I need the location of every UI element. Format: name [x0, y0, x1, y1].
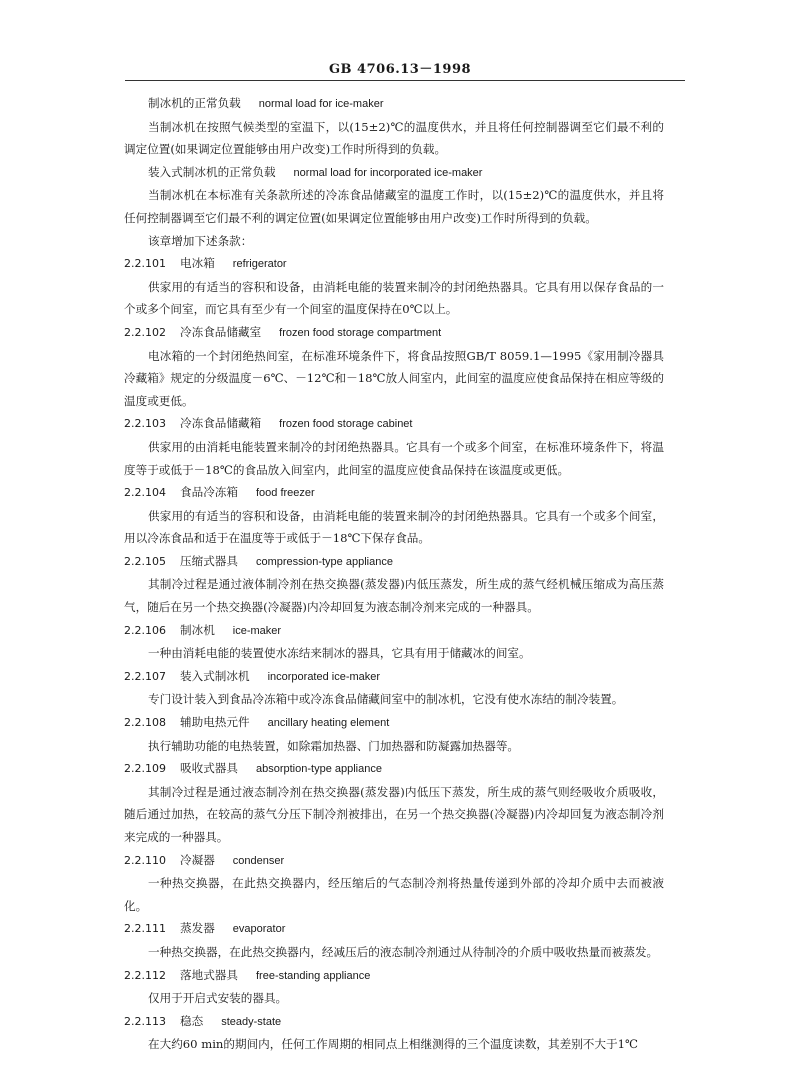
term-english: free-standing appliance: [255, 969, 371, 982]
clause-heading: [124, 619, 664, 643]
clause-number: 2.2.108: [124, 716, 166, 730]
paragraph: 其制冷过程是通过液体制冷剂在热交换器(蒸发器)内低压蒸发，所生成的蒸气经机械压缩成为高压蒸气，随后在另一个热交换器(冷凝器)内冷却回复为液态制冷剂来完成的一种器具。: [124, 577, 664, 615]
term-english: evaporator: [232, 923, 286, 936]
term-english: steady-state: [221, 1015, 282, 1028]
term-heading: [124, 161, 664, 185]
term-chinese: 食品冷冻箱: [180, 485, 238, 500]
term-chinese: 冷冻食品储藏室: [180, 324, 262, 339]
clause-heading: [124, 412, 664, 436]
term-chinese: 落地式器具: [180, 967, 238, 982]
clause-heading: [124, 550, 664, 574]
term-english: normal load for ice-maker: [258, 98, 384, 110]
header-divider: [125, 80, 685, 81]
paragraph: 一种热交换器，在此热交换器内，经减压后的液态制冷剂通过从待制冷的介质中吸收热量而被蒸发。: [148, 944, 659, 959]
clause-number: 2.2.106: [124, 623, 166, 637]
clause-number: 2.2.102: [124, 325, 166, 339]
paragraph: 供家用的由消耗电能装置来制冷的封闭绝热器具。它具有一个或多个间室，在标准环境条件下，将温度等于或低于－18℃的食品放入间室内，此间室的温度应使食品保持在该温度或更低。: [124, 439, 664, 477]
paragraph: 电冰箱的一个封闭绝热间室，在标准环境条件下，将食品按照GB/T 8059.1—1995《家用制冷器具 冷藏箱》规定的分级温度－6℃、－12℃和－18℃放人间室内，此间室的温度应使食品保持在相应等级的温度或更低。: [124, 348, 664, 408]
paragraph: 在大约60 min的期间内，任何工作周期的相同点上相继测得的三个温度读数，其差别不大于1℃: [148, 1037, 638, 1052]
clause-number: 2.2.105: [124, 554, 166, 568]
paragraph: 当制冰机在本标准有关条款所述的冷冻食品储藏室的温度工作时，以(15±2)℃的温度供水，并且将任何控制器调至它们最不利的调定位置(如果调定位置能够由用户改变)工作时所得到的负载。: [124, 188, 664, 225]
clause-heading: [124, 849, 664, 873]
term-english: frozen food storage cabinet: [279, 418, 413, 431]
clause-heading: [124, 321, 664, 345]
clause-heading: [124, 252, 664, 276]
term-chinese: 装入式制冰机: [180, 668, 250, 683]
clause-number: 2.2.104: [124, 486, 166, 500]
term-english: condenser: [232, 854, 285, 867]
paragraph: 一种由消耗电能的装置使水冻结来制冰的器具，它具有用于储藏冰的间室。: [148, 646, 531, 661]
paragraph: 供家用的有适当的容积和设备，由消耗电能的装置来制冷的封闭绝热器具。它具有一个或多个间室，用以冷冻食品和适于在温度等于或低于－18℃下保存食品。: [124, 508, 664, 546]
term-chinese: 制冰机: [180, 622, 215, 637]
term-chinese: 辅助电热元件: [180, 715, 250, 730]
clause-heading: [124, 1010, 664, 1034]
term-heading: [124, 92, 664, 116]
clause-number: 2.2.110: [124, 853, 166, 867]
paragraph: 专门设计装入到食品冷冻箱中或冷冻食品储藏间室中的制冰机，它没有使水冻结的制冷装置。: [148, 692, 624, 707]
clause-heading: [124, 964, 664, 988]
term-english: incorporated ice-maker: [267, 670, 381, 683]
clause-number: 2.2.113: [124, 1014, 166, 1028]
term-chinese: 冷冻食品储藏箱: [180, 416, 262, 431]
paragraph: 仅用于开启式安装的器具。: [148, 991, 288, 1006]
clause-number: 2.2.112: [124, 968, 166, 982]
clause-number: 2.2.111: [124, 922, 166, 936]
page-header: GB 4706.13－1998: [328, 62, 472, 77]
paragraph: 供家用的有适当的容积和设备，由消耗电能的装置来制冷的封闭绝热器具。它具有用以保存食品的一个或多个间室，而它具有至少有一个间室的温度保持在0℃以上。: [124, 279, 664, 317]
clause-number: 2.2.107: [124, 669, 166, 683]
paragraph: 其制冷过程是通过液态制冷剂在热交换器(蒸发器)内低压下蒸发，所生成的蒸气则经吸收介质吸收，随后通过加热，在较高的蒸气分压下制冷剂被排出，在另一个热交换器(冷凝器)内冷却回复为液态制冷剂来完成的一种器具。: [124, 784, 664, 844]
paragraph: 一种热交换器，在此热交换器内，经压缩后的气态制冷剂将热量传递到外部的冷却介质中去而被液化。: [124, 876, 664, 913]
term-chinese: 吸收式器具: [180, 761, 238, 776]
paragraph: 当制冰机在按照气候类型的室温下，以(15±2)℃的温度供水，并且将任何控制器调至它们最不利的调定位置(如果调定位置能够由用户改变)工作时所得到的负载。: [124, 119, 664, 157]
term-chinese: 稳态: [180, 1013, 204, 1028]
term-english: frozen food storage compartment: [279, 326, 442, 339]
term-english: ice-maker: [232, 624, 282, 637]
clause-number: 2.2.103: [124, 417, 166, 431]
clause-heading: [124, 711, 664, 735]
term-english: ancillary heating element: [267, 717, 390, 730]
clause-heading: [124, 757, 664, 781]
term-chinese: 装入式制冰机的正常负载: [148, 164, 276, 179]
clause-heading: [124, 665, 664, 689]
term-chinese: 蒸发器: [180, 921, 215, 936]
document-body: [124, 92, 664, 1056]
term-english: refrigerator: [232, 258, 287, 271]
clause-number: 2.2.109: [124, 762, 166, 776]
term-chinese: 电冰箱: [180, 256, 215, 271]
term-chinese: 冷凝器: [180, 852, 215, 867]
term-english: food freezer: [255, 487, 315, 500]
clause-heading: [124, 481, 664, 505]
clause-heading: [124, 917, 664, 941]
clause-number: 2.2.101: [124, 257, 166, 271]
term-english: compression-type appliance: [255, 555, 393, 568]
term-chinese: 压缩式器具: [180, 553, 238, 568]
term-english: normal load for incorporated ice-maker: [293, 166, 483, 179]
term-english: absorption-type appliance: [255, 763, 382, 776]
term-chinese: 制冰机的正常负载: [148, 96, 241, 110]
paragraph: 该章增加下述条款：: [148, 233, 253, 248]
paragraph: 执行辅助功能的电热装置，如除霜加热器、门加热器和防凝露加热器等。: [148, 738, 520, 753]
